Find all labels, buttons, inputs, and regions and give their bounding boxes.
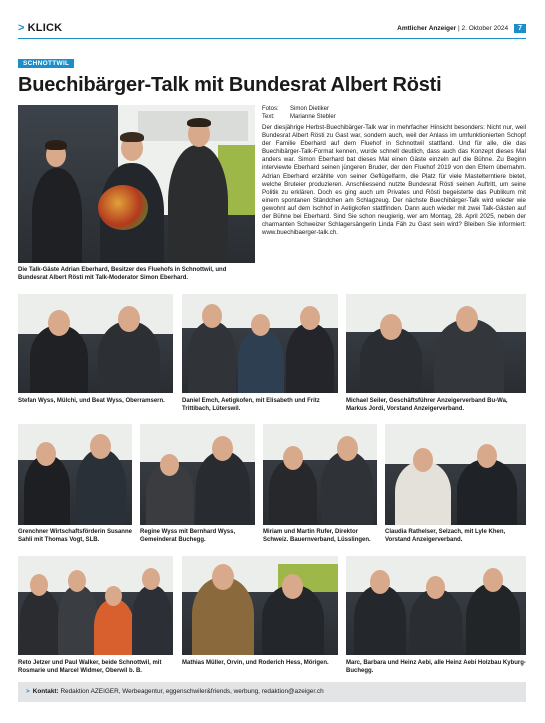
gallery-photo [18,424,132,525]
publication-info: Amtlicher Anzeiger | 2. Oktober 2024 7 [397,24,526,33]
chevron-right-icon: > [26,688,30,695]
main-photo-caption: Die Talk-Gäste Adrian Eberhard, Besitzer des Fluehofs in Schnottwil, und Bundesrat Albert Rösti mit Talk-Moderator Simon Eberhard. [18,267,227,282]
issue-date: 2. Oktober 2024 [461,25,509,32]
gallery-photo [263,424,377,525]
kicker-label: SCHNOTTWIL [18,59,74,68]
gallery-caption: Miriam und Martin Rufer, Direktor Schweiz. Bauernverband, Lüsslingen. [263,529,371,544]
main-photo [18,105,255,263]
gallery-photo [140,424,255,525]
gallery-photo [385,424,526,525]
gallery-photo [346,556,526,655]
gallery-caption: Reto Jetzer und Paul Walker, beide Schnottwil, mit Rosmarie und Marcel Widmer, Oberwil b. B. [18,660,162,675]
header-rule [18,38,526,39]
article-title: Buechibärger-Talk mit Bundesrat Albert Rösti [18,74,442,96]
text-credit: Marianne Stebler [290,114,336,120]
section-label: > KLICK [18,22,63,34]
gallery-caption: Regine Wyss mit Bernhard Wyss, Gemeinderat Buchegg. [140,529,236,544]
gallery-photo [18,294,173,393]
gallery-caption: Daniel Emch, Aetigkofen, mit Elisabeth und Fritz Trittibach, Lüterswil. [182,398,320,413]
photo-credit-label: Fotos: [262,106,279,112]
contact-text: Redaktion AZEIGER, Werbeagentur, eggenschwiler&friends, werbung, redaktion@azeiger.ch [60,688,324,695]
credits [262,105,336,121]
text-credit-label: Text: [262,114,275,120]
gallery-photo [182,556,338,655]
gallery-caption: Stefan Wyss, Mülchi, und Beat Wyss, Oberramsern. [18,398,165,404]
page-number: 7 [514,24,526,33]
chevron-right-icon: > [18,22,25,34]
gallery-photo [346,294,526,393]
article-body: Der diesjährige Herbst-Buechibärger-Talk war in mehrfacher Hinsicht besonders: Nicht nur, weil Bundesrat Albert Rösti zu Gast war, sondern auch, weil der Anlass im umfunktionierten Schopf der Familie Eberhard auf dem Fluehof in Schnottwil stattfand. Und für alle, die das Buechibärger-Talk-Format kennen, wurde schnell deutlich, dass auch das Konzept dieses Mal anders war. Simon Eberhard bat dieses Mal einen Gäste einzeln auf die Bühne. Zu Beginn interviewte Eberhard seinen jüngeren Bruder, der den Fluehof 2019 von den Eltern übernahm. Adrian Eberhard erzählte von seiner Geflügelfarm, die Platz für viele Mastelterntiere bietet, welche Bruteier produzieren. Anschliessend nutzte Bundesrat Rösti seinen Auftritt, um seine Politik zu erklären. Doch es ging auch um Privates und Rösti begeisterte das Publikum mit einem spontanen Ständchen am Schlagzeug. Der nächste Buechibärger-Talk wird wieder wie gewohnt auf dem Ischhof in Aetigkofen stattfinden. Dann auch wieder mit zwei Talk-Gästen auf der Bühne bei Eberhard. Sind Sie schon neugierig, wer am Montag, 28. April 2025, neben der charmanten Schweizer Schlagersängerin Linda Fäh zu Gast sein wird? Bleiben Sie informiert: www.buechibaerger-talk.ch. [262,124,526,237]
gallery-photo [18,556,173,655]
gallery-caption: Grenchner Wirtschaftsförderin Susanne Sahli mit Thomas Vogt, SLB. [18,529,132,544]
publication-name: Amtlicher Anzeiger [397,25,457,32]
gallery-caption: Michael Seiler, Geschäftsführer Anzeigerverband Bu-Wa, Markus Jordi, Vorstand Anzeigerverband. [346,398,508,413]
photo-credit: Simon Dietiker [290,106,330,112]
page-header [18,22,526,36]
gallery-caption: Marc, Barbara und Heinz Aebi, alle Heinz Aebi Holzbau Kyburg-Buchegg. [346,660,526,675]
gallery-caption: Claudia Rathelser, Selzach, mit Lyle Khen, Vorstand Anzeigerverband. [385,529,506,544]
gallery-photo [182,294,338,393]
contact-label: Kontakt: [32,688,59,695]
gallery-caption: Mathias Müller, Orvin, und Roderich Hess, Mörigen. [182,660,329,666]
contact-footer [18,682,526,702]
